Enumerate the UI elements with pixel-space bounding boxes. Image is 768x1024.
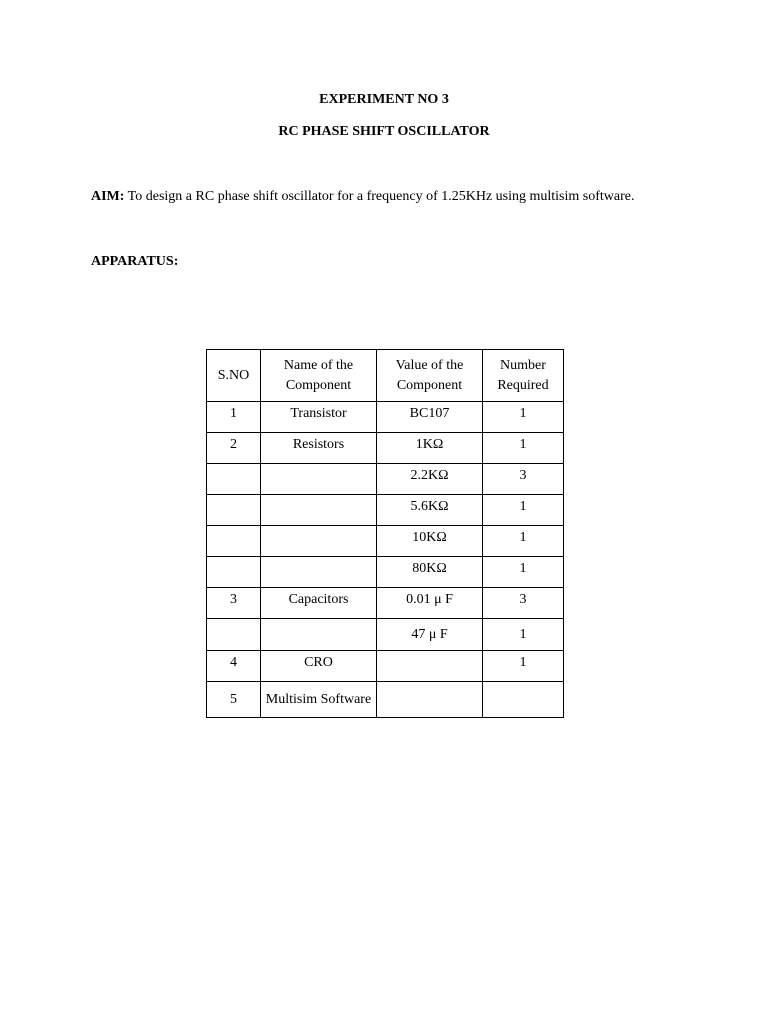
aim-text: To design a RC phase shift oscillator for a frequency of 1.25KHz using multisim software. <box>124 189 635 204</box>
cell-name: Multisim Software <box>261 682 377 718</box>
header-number-required: Number Required <box>483 350 564 402</box>
cell-name: Transistor <box>261 402 377 433</box>
cell-value: 5.6KΩ <box>377 495 483 526</box>
table-header-row <box>207 350 564 402</box>
table-row <box>207 588 564 619</box>
cell-number <box>483 682 564 718</box>
table-row <box>207 526 564 557</box>
cell-sno: 1 <box>207 402 261 433</box>
table-row <box>207 682 564 718</box>
table-row <box>207 402 564 433</box>
table-row <box>207 433 564 464</box>
table-row <box>207 464 564 495</box>
cell-value: 1KΩ <box>377 433 483 464</box>
cell-value: 10KΩ <box>377 526 483 557</box>
aim-label: AIM: <box>91 189 125 204</box>
cell-value: BC107 <box>377 402 483 433</box>
cell-value <box>377 682 483 718</box>
cell-number: 1 <box>483 433 564 464</box>
cell-sno <box>207 495 261 526</box>
cell-name <box>261 557 377 588</box>
cell-number: 1 <box>483 651 564 682</box>
cell-sno: 2 <box>207 433 261 464</box>
cell-sno: 5 <box>207 682 261 718</box>
cell-sno <box>207 619 261 651</box>
cell-sno: 4 <box>207 651 261 682</box>
table-row <box>207 619 564 651</box>
apparatus-table <box>206 349 564 718</box>
cell-number: 3 <box>483 588 564 619</box>
cell-number: 1 <box>483 495 564 526</box>
table-row <box>207 557 564 588</box>
cell-name <box>261 495 377 526</box>
cell-number: 1 <box>483 557 564 588</box>
cell-sno: 3 <box>207 588 261 619</box>
cell-number: 1 <box>483 619 564 651</box>
cell-value: 0.01 μ F <box>377 588 483 619</box>
cell-name: CRO <box>261 651 377 682</box>
cell-number: 1 <box>483 526 564 557</box>
cell-value: 47 μ F <box>377 619 483 651</box>
aim-paragraph <box>91 188 635 206</box>
cell-sno <box>207 526 261 557</box>
cell-name <box>261 619 377 651</box>
header-sno: S.NO <box>207 350 261 402</box>
table-row <box>207 495 564 526</box>
cell-value: 2.2KΩ <box>377 464 483 495</box>
cell-value <box>377 651 483 682</box>
cell-number: 1 <box>483 402 564 433</box>
cell-name: Resistors <box>261 433 377 464</box>
header-component-name: Name of the Component <box>261 350 377 402</box>
cell-sno <box>207 557 261 588</box>
cell-name <box>261 526 377 557</box>
apparatus-heading: APPARATUS: <box>91 254 179 269</box>
experiment-title: RC PHASE SHIFT OSCILLATOR <box>278 124 490 139</box>
table-row <box>207 651 564 682</box>
cell-name: Capacitors <box>261 588 377 619</box>
experiment-heading: EXPERIMENT NO 3 <box>319 92 449 107</box>
cell-name <box>261 464 377 495</box>
cell-number: 3 <box>483 464 564 495</box>
cell-sno <box>207 464 261 495</box>
cell-value: 80KΩ <box>377 557 483 588</box>
header-component-value: Value of the Component <box>377 350 483 402</box>
